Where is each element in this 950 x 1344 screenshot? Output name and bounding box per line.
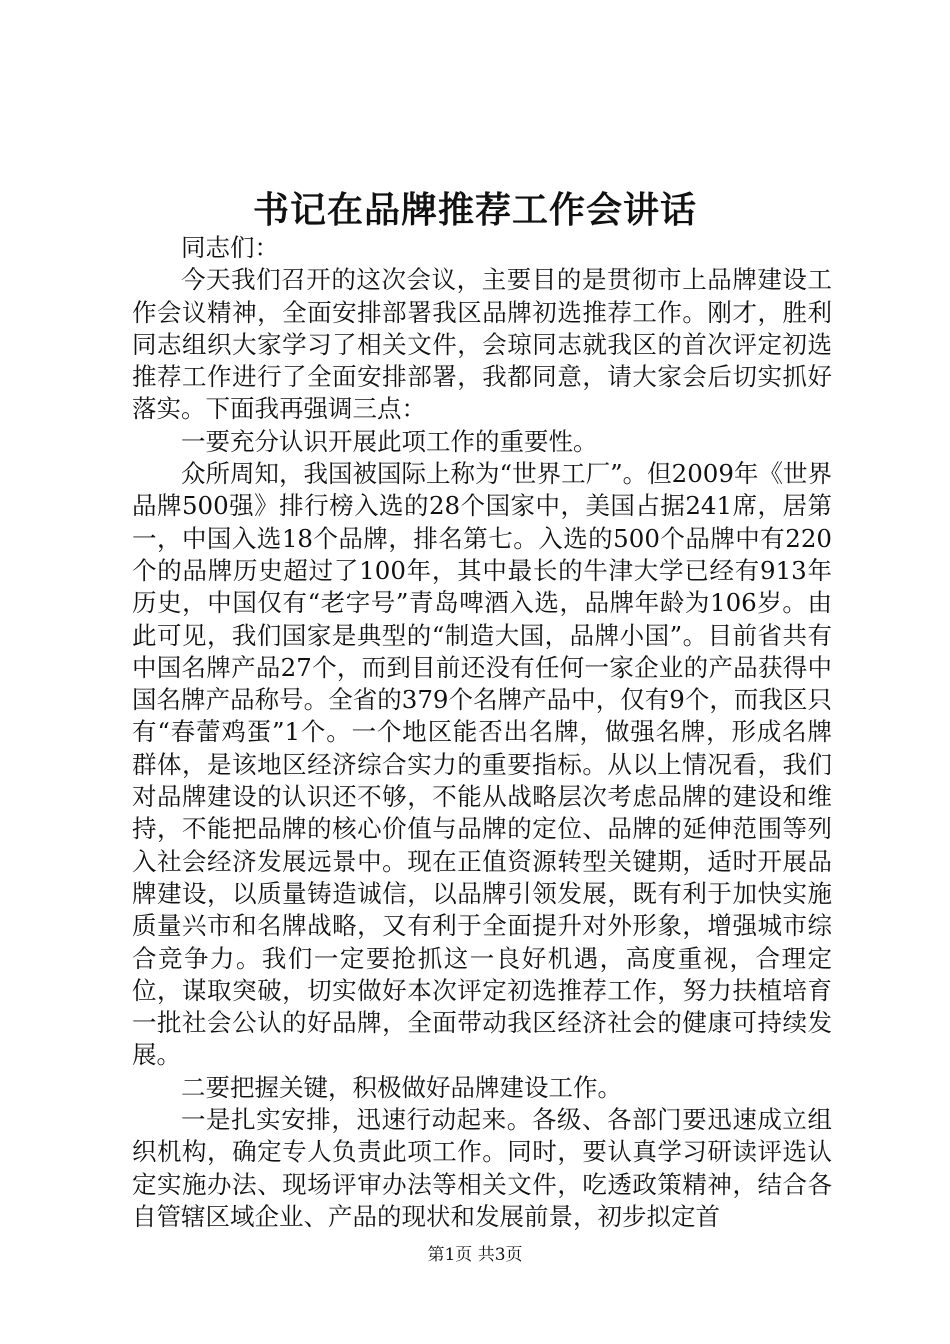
page-footer: 第1页 共3页 <box>427 1245 523 1265</box>
point-two-heading: 二要把握关键，积极做好品牌建设工作。 <box>181 1072 622 1102</box>
document-title: 书记在品牌推荐工作会讲话 <box>252 189 697 231</box>
document-body <box>132 232 832 1233</box>
intro-paragraph: 今天我们召开的这次会议，主要目的是贯彻市上品牌建设工作会议精神，全面安排部署我区品牌初选推荐工作。刚才，胜利同志组织大家学习了相关文件，会琼同志就我区的首次评定初选推荐工作进行了全面安排部署，我都同意，请大家会后切实抓好落实。下面我再强调三点： <box>132 265 832 424</box>
point-one-heading: 一要充分认识开展此项工作的重要性。 <box>181 426 598 456</box>
point-one-paragraph: 众所周知，我国被国际上称为“世界工厂”。但2009年《世界品牌500强》排行榜入选的28个国家中，美国占据241席，居第一，中国入选18个品牌，排名第七。入选的500个品牌中有220个的品牌历史超过了100年，其中最长的牛津大学已经有913年历史，中国仅有“老字号”青岛啤酒入选，品牌年龄为106岁。由此可见，我们国家是典型的“制造大国，品牌小国”。目前省共有中国名牌产品27个，而到目前还没有任何一家企业的产品获得中国名牌产品称号。全省的379个名牌产品中，仅有9个，而我区只有“春蕾鸡蛋”1个。一个地区能否出名牌，做强名牌，形成名牌群体，是该地区经济综合实力的重要指标。从以上情况看，我们对品牌建设的认识还不够，不能从战略层次考虑品牌的建设和维持，不能把品牌的核心价值与品牌的定位、品牌的延伸范围等列入社会经济发展远景中。现在正值资源转型关键期，适时开展品牌建设，以质量铸造诚信，以品牌引领发展，既有利于加快实施质量兴市和名牌战略，又有利于全面提升对外形象，增强城市综合竞争力。我们一定要抢抓这一良好机遇，高度重视，合理定位，谋取突破，切实做好本次评定初选推荐工作，努力扶植培育一批社会公认的好品牌，全面带动我区经济社会的健康可持续发展。 <box>132 459 832 1070</box>
point-two-paragraph: 一是扎实安排，迅速行动起来。各级、各部门要迅速成立组织机构，确定专人负责此项工作。同时，要认真学习研读评选认定实施办法、现场评审办法等相关文件，吃透政策精神，结合各自管辖区域企业、产品的现状和发展前景，初步拟定首 <box>132 1105 832 1231</box>
salutation-paragraph: 同志们： <box>181 233 279 262</box>
